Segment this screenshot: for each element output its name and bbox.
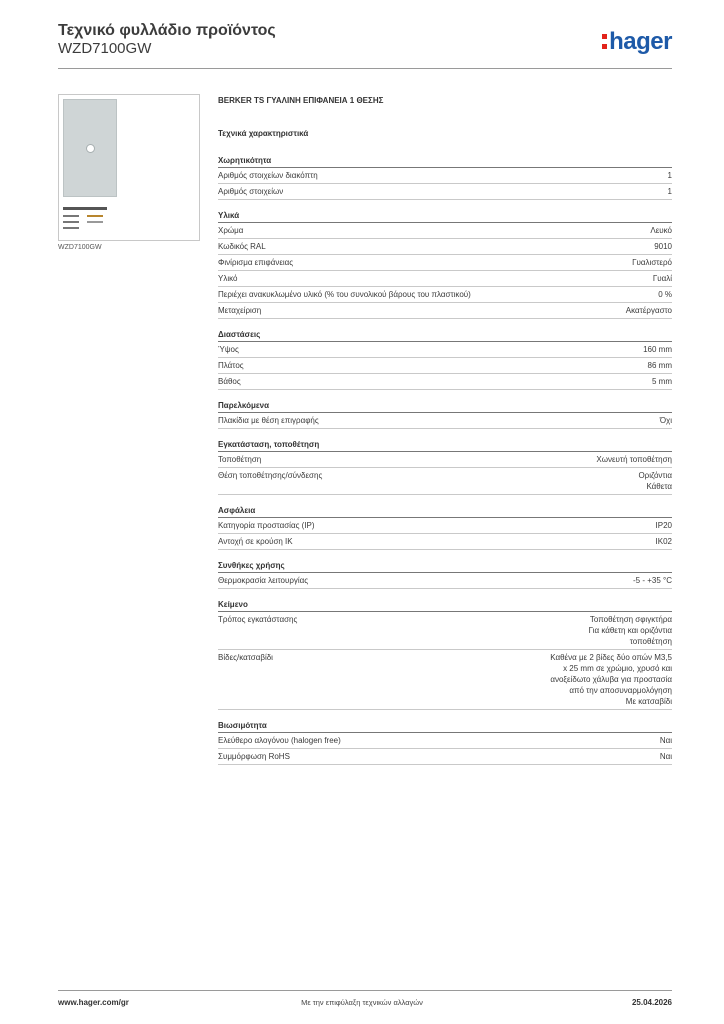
product-code: WZD7100GW: [58, 40, 152, 57]
product-title: BERKER TS ΓΥΑΛΙΝΗ ΕΠΙΦΑΝΕΙΑ 1 ΘΕΣΗΣ: [218, 96, 384, 105]
spec-label: Ελεύθερο αλογόνου (halogen free): [218, 736, 341, 745]
spec-section: [218, 600, 672, 710]
section-title: Ασφάλεια: [218, 506, 672, 518]
spec-value: [656, 520, 672, 531]
section-title: Παρελκόμενα: [218, 401, 672, 413]
spec-value: [550, 652, 672, 707]
spec-value-line: x 25 mm σε χρώμιο, χρυσό και: [563, 664, 672, 673]
hager-logo: [602, 28, 672, 56]
spec-row: [218, 287, 672, 303]
spec-value-line: 0 %: [658, 290, 672, 299]
section-title: Διαστάσεις: [218, 330, 672, 342]
spec-value-line: Με κατσαβίδι: [625, 697, 672, 706]
footer-notice: Με την επιφύλαξη τεχνικών αλλαγών: [301, 998, 423, 1007]
spec-row: [218, 271, 672, 287]
section-title: Κείμενο: [218, 600, 672, 612]
spec-value-line: 1: [667, 171, 672, 180]
spec-row: [218, 358, 672, 374]
spec-value: [668, 170, 672, 181]
spec-value-line: Ναι: [659, 752, 672, 761]
section-title: Συνθήκες χρήσης: [218, 561, 672, 573]
section-title: Βιωσιμότητα: [218, 721, 672, 733]
spec-row: [218, 733, 672, 749]
spec-row: [218, 239, 672, 255]
spec-value-line: Λευκό: [650, 226, 672, 235]
logo-text: hager: [609, 28, 672, 55]
footer-divider: [58, 990, 672, 991]
spec-label: Θέση τοποθέτησης/σύνδεσης: [218, 471, 323, 480]
spec-section: [218, 721, 672, 765]
spec-value-line: IP20: [655, 521, 672, 530]
spec-label: Αριθμός στοιχείων: [218, 187, 284, 196]
section-title: Εγκατάσταση, τοποθέτηση: [218, 440, 672, 452]
spec-value-line: ανοξείδωτο χάλυβα για προστασία: [550, 675, 672, 684]
spec-row: [218, 612, 672, 650]
spec-value-line: Καθένα με 2 βίδες δύο οπών M3,5: [550, 653, 672, 662]
spec-value: [596, 454, 672, 465]
spec-value: [653, 273, 672, 284]
spec-row: [218, 749, 672, 765]
spec-section: [218, 156, 672, 200]
spec-label: Φινίρισμα επιφάνειας: [218, 258, 294, 267]
spec-value: [648, 360, 672, 371]
spec-value: [652, 376, 672, 387]
spec-row: [218, 650, 672, 710]
spec-value-line: Γυαλί: [652, 274, 672, 283]
spec-label: Περιέχει ανακυκλωμένο υλικό (% του συνολικού βάρους του πλαστικού): [218, 290, 471, 299]
glass-plate-image: [63, 99, 117, 197]
spec-value-line: Κάθετα: [646, 482, 672, 491]
spec-section: [218, 401, 672, 429]
spec-value-line: IK02: [655, 537, 672, 546]
spec-label: Κατηγορία προστασίας (IP): [218, 521, 315, 530]
spec-value: [632, 257, 672, 268]
spec-value-line: Τοποθέτηση σφιγκτήρα: [589, 615, 672, 624]
plate-hole: [86, 144, 95, 153]
spec-row: [218, 518, 672, 534]
spec-content: [218, 96, 672, 776]
spec-value-line: 5 mm: [652, 377, 672, 386]
spec-row: [218, 255, 672, 271]
spec-label: Πλακίδια με θέση επιγραφής: [218, 416, 319, 425]
spec-value-line: από την αποσυναρμολόγηση: [569, 686, 672, 695]
logo-dots-icon: [602, 28, 607, 49]
spec-label: Κωδικός RAL: [218, 242, 266, 251]
spec-value: [654, 241, 672, 252]
spec-label: Βάθος: [218, 377, 241, 386]
spec-label: Συμμόρφωση RoHS: [218, 752, 290, 761]
spec-value-line: -5 - +35 °C: [633, 576, 672, 585]
spec-value: [626, 305, 672, 316]
section-title: Χωρητικότητα: [218, 156, 672, 168]
spec-value-line: Όχι: [659, 416, 672, 425]
spec-row: [218, 413, 672, 429]
spec-row: [218, 342, 672, 358]
header-divider: [58, 68, 672, 69]
spec-value: [589, 614, 672, 647]
spec-value: [638, 470, 672, 492]
spec-value: [633, 575, 672, 586]
spec-value-line: Ακατέργαστο: [625, 306, 672, 315]
spec-value-line: 160 mm: [643, 345, 672, 354]
spec-section: [218, 561, 672, 589]
spec-value: [650, 225, 672, 236]
spec-sections: [218, 156, 672, 765]
spec-row: [218, 303, 672, 319]
spec-value-line: Οριζόντια: [638, 471, 672, 480]
spec-label: Τρόπος εγκατάστασης: [218, 615, 298, 624]
spec-label: Θερμοκρασία λειτουργίας: [218, 576, 309, 585]
spec-value-line: Χωνευτή τοποθέτηση: [596, 455, 672, 464]
spec-section: [218, 330, 672, 390]
spec-row: [218, 223, 672, 239]
spec-value-line: Για κάθετη και οριζόντια: [588, 626, 672, 635]
spec-row: [218, 184, 672, 200]
spec-section: [218, 211, 672, 319]
footer-date: 25.04.2026: [631, 998, 672, 1007]
section-title: Υλικά: [218, 211, 672, 223]
spec-value: [643, 344, 672, 355]
product-image: [58, 94, 200, 241]
image-caption: WZD7100GW: [58, 244, 102, 251]
spec-row: [218, 468, 672, 495]
website-link[interactable]: www.hager.com/gr: [58, 998, 129, 1007]
spec-value-line: 1: [667, 187, 672, 196]
spec-value: [660, 415, 672, 426]
spec-section: [218, 506, 672, 550]
spec-value: [660, 751, 672, 762]
spec-label: Αριθμός στοιχείων διακόπτη: [218, 171, 318, 180]
spec-label: Υλικό: [218, 274, 238, 283]
spec-value-line: Γυαλιστερό: [632, 258, 672, 267]
spec-label: Τοποθέτηση: [218, 455, 262, 464]
spec-row: [218, 452, 672, 468]
spec-label: Πλάτος: [218, 361, 244, 370]
spec-value-line: 86 mm: [647, 361, 672, 370]
spec-label: Αντοχή σε κρούση IK: [218, 537, 293, 546]
spec-value: [658, 289, 672, 300]
spec-value: [656, 536, 672, 547]
spec-row: [218, 168, 672, 184]
spec-value: [668, 186, 672, 197]
spec-value-line: τοποθέτηση: [629, 637, 672, 646]
spec-label: Μεταχείριση: [218, 306, 262, 315]
spec-row: [218, 374, 672, 390]
spec-value: [660, 735, 672, 746]
spec-row: [218, 573, 672, 589]
spec-section: [218, 440, 672, 495]
spec-value-line: Ναι: [659, 736, 672, 745]
spec-row: [218, 534, 672, 550]
spec-value-line: 9010: [654, 242, 672, 251]
page-title: Τεχνικό φυλλάδιο προϊόντος: [58, 22, 276, 39]
spec-label: Βίδες/κατσαβίδι: [218, 653, 273, 662]
spec-label: Ύψος: [218, 345, 239, 354]
tech-heading: Τεχνικά χαρακτηριστικά: [218, 129, 309, 138]
spec-label: Χρώμα: [218, 226, 244, 235]
